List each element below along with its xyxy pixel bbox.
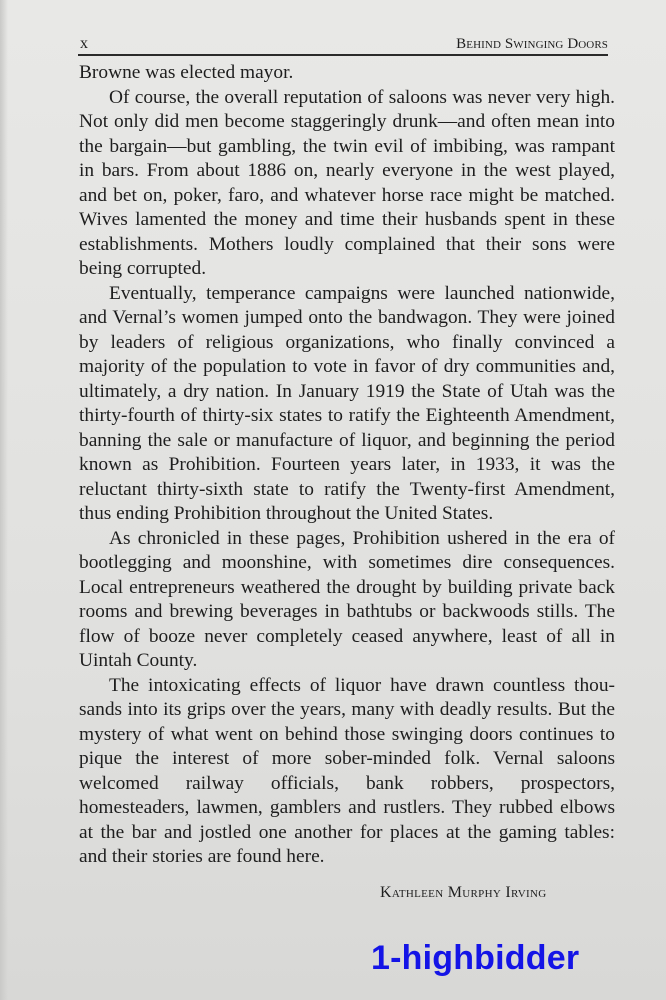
author-signature: Kathleen Murphy Irving — [380, 884, 547, 901]
paragraph-prohibition-era: As chronicled in these pages, Prohibition ushered in the era of bootlegging and moonshine, with sometimes dire consequences. Local entrepreneurs weathered the drought by building private back rooms and brewing beverages in bathtubs or backwoods stills. The flow of booze never completely ceased anywhere, least of all in Uintah County. — [79, 527, 615, 671]
page-number: x — [80, 35, 89, 52]
running-header — [78, 32, 608, 56]
book-title: Behind Swinging Doors — [456, 36, 608, 52]
paragraph-temperance: Eventually, temperance campaigns were launched nationwide, and Vernal’s women jumped onto the bandwagon. They were joined by leaders of religious organizations, who finally convinced a majority of the population to vote in favor of dry communities and, ultimately, a dry nation. In January 1919 the State of Utah was the thirty-fourth of thirty-six states to ratify the Eighteenth Amendment, banning the sale or manufacture of liquor, and beginning the period known as Prohibition. Fourteen years later, in 1933, it was the reluctant thirty-sixth state to ratify the Twenty-first Amendment, thus ending Prohibition throughout the United States. — [79, 282, 615, 524]
body-text — [79, 61, 615, 870]
seller-watermark: 1-highbidder — [371, 939, 580, 977]
paragraph-saloon-reputation: Of course, the overall reputation of saloons was never very high. Not only did men become staggeringly drunk—and often mean into the bargain—but gambling, the twin evil of imbibing, was rampant in bars. From about 1886 on, nearly everyone in the west played, and bet on, poker, faro, and whatever horse race might be matched. Wives lamented the money and time their husbands spent in these establishments. Mothers loudly complained that their sons were being corrupted. — [79, 86, 615, 279]
paragraph-intoxicating-effects: The intoxicating effects of liquor have drawn countless thousands into its grips over the years, many with deadly results. But the mystery of what went on behind those swinging doors continues to pique the interest of more sober-minded folk. Vernal saloons welcomed railway officials, bank robbers, prospectors, homesteaders, lawmen, gamblers and rustlers. They rubbed elbows at the bar and jostled one another for places at the gaming tables: and their stories are found here. — [79, 674, 615, 867]
page-edge-shadow — [0, 0, 8, 1000]
paragraph-continuation: Browne was elected mayor. — [79, 62, 294, 83]
